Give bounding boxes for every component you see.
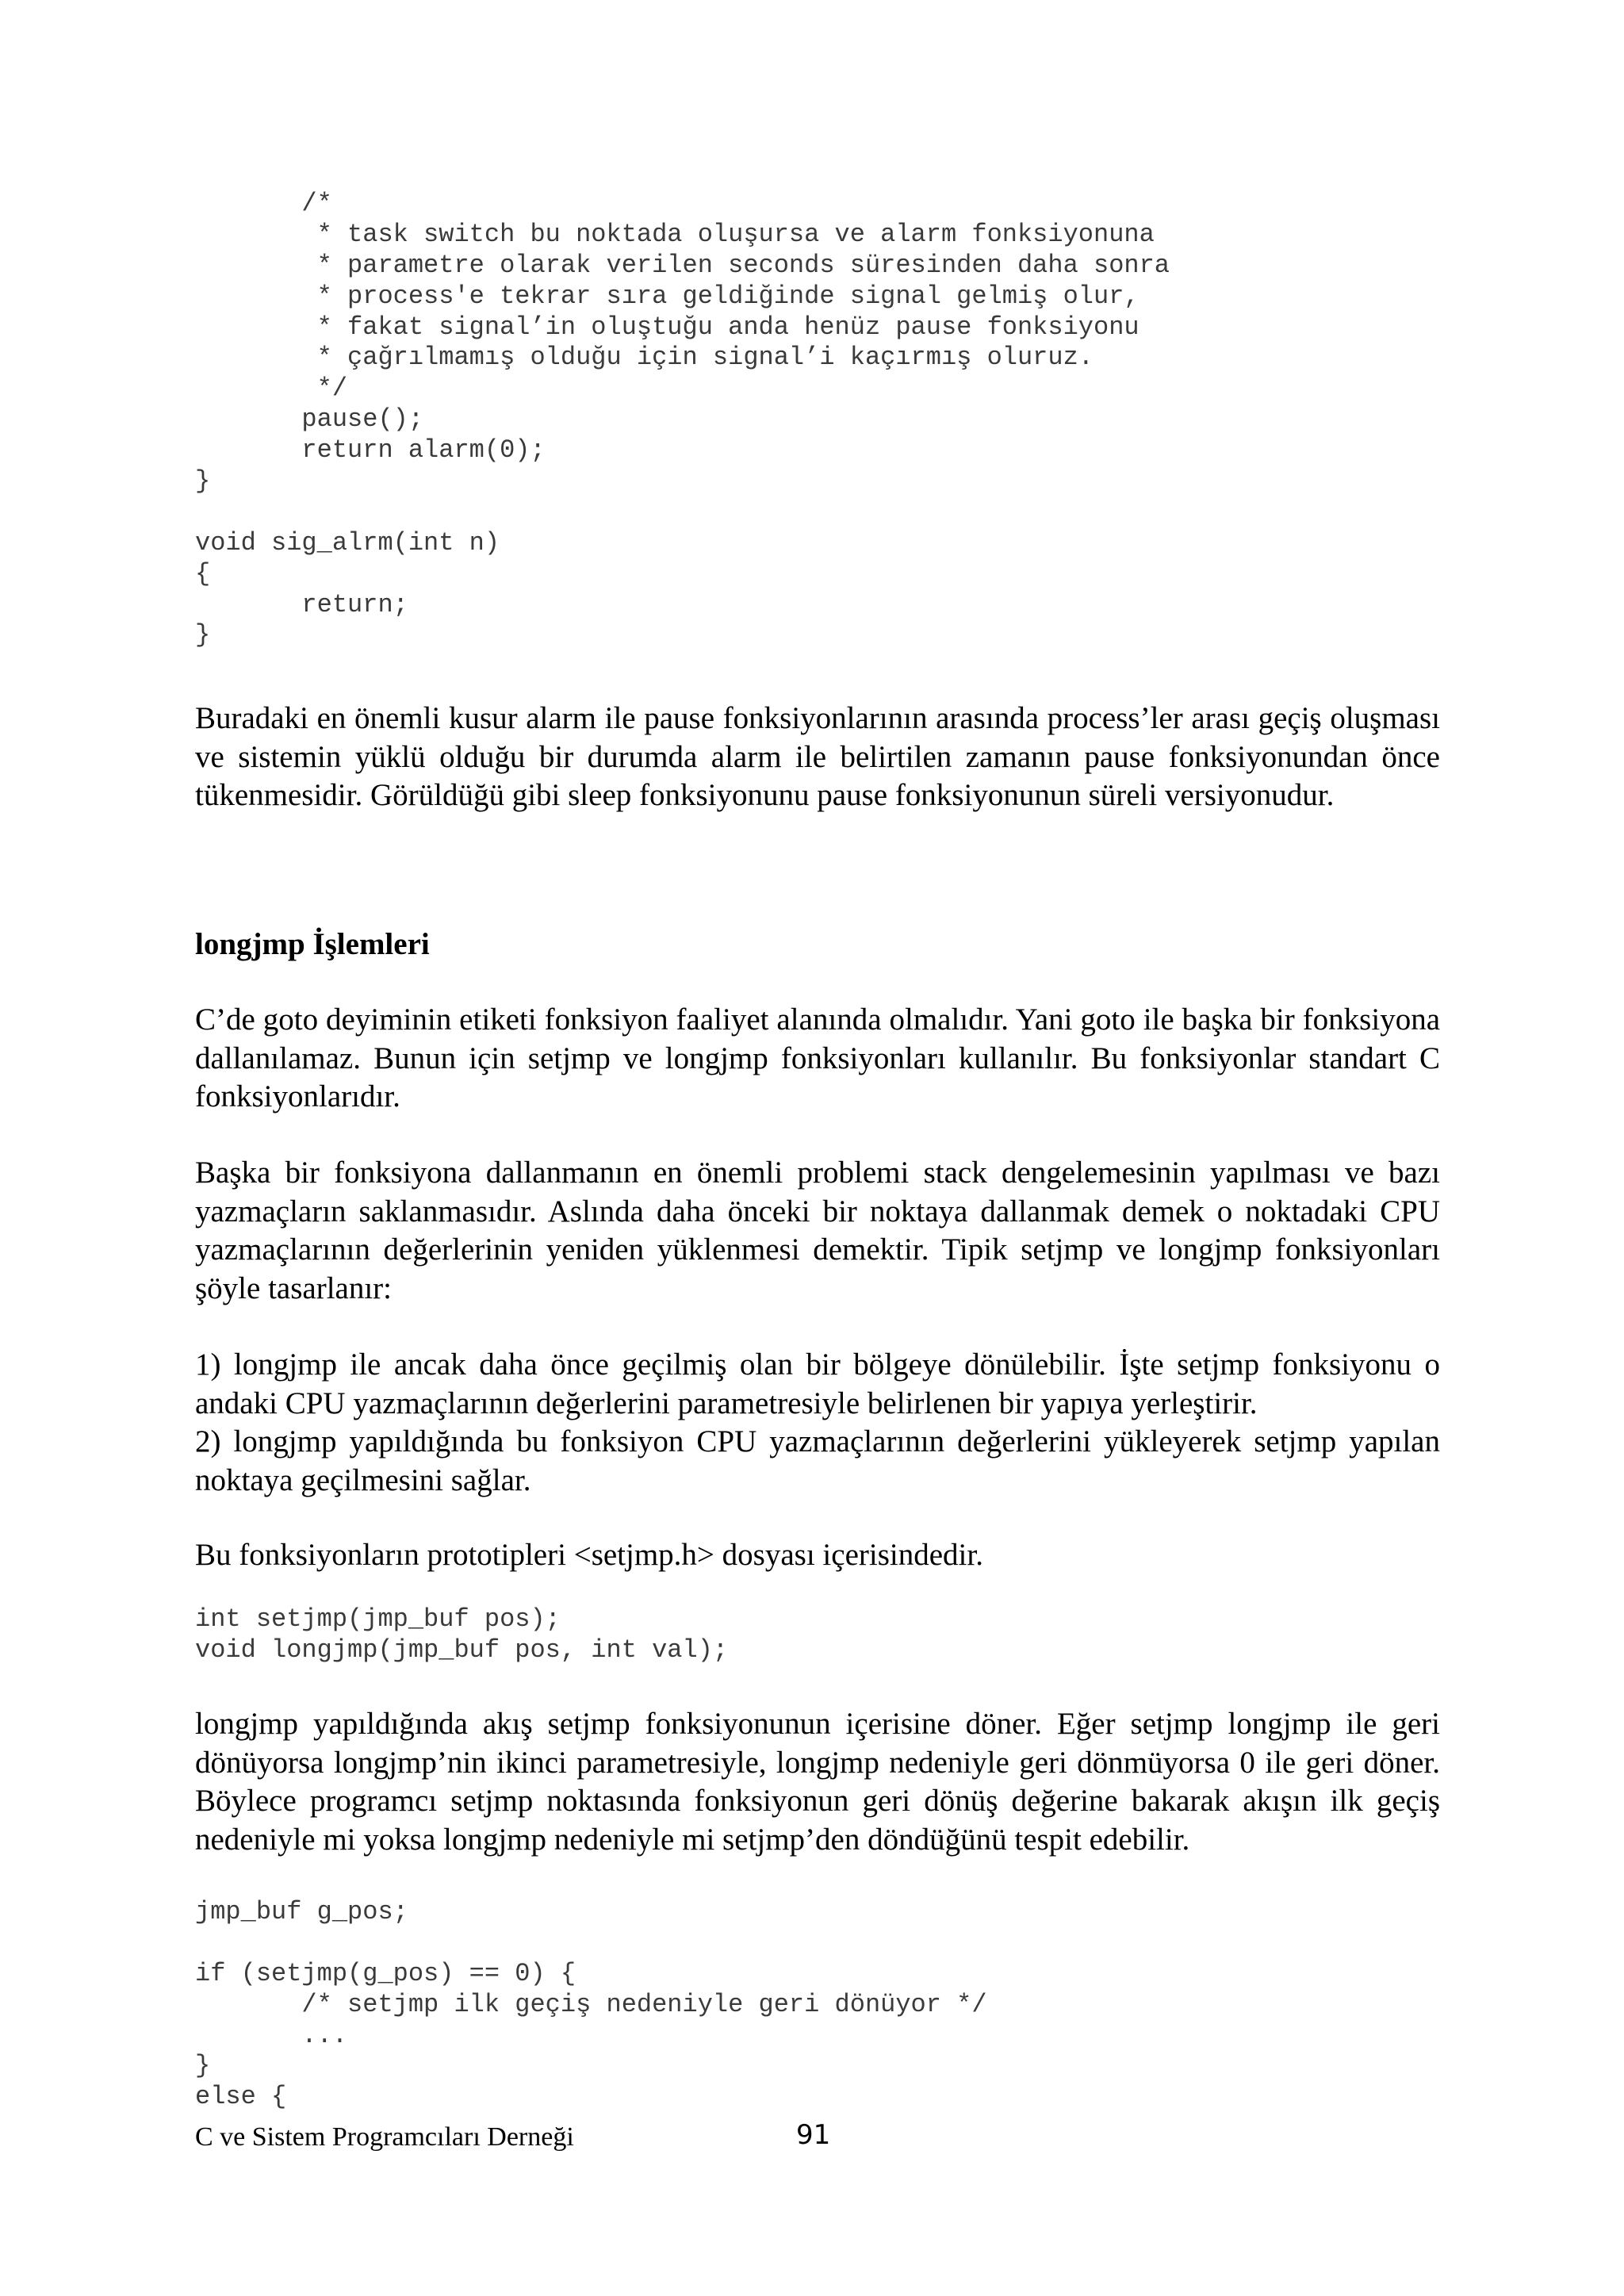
code-line: } (195, 2051, 211, 2081)
code-line: * çağrılmamış olduğu için signal’i kaçırmış oluruz. (195, 343, 1094, 373)
code-line: else { (195, 2082, 287, 2112)
code-line: void longjmp(jmp_buf pos, int val); (195, 1635, 729, 1665)
code-line: */ (195, 374, 348, 404)
list-item-2: 2) longjmp yapıldığında bu fonksiyon CPU yazmaçlarının değerlerini yükleyerek setjmp yapılan noktaya geçilmesini sağlar. (195, 1424, 1440, 1497)
list-item-1: 1) longjmp ile ancak daha önce geçilmiş olan bir bölgeye dönülebilir. İşte setjmp fonksiyonu o andaki CPU yazmaçlarının değerlerini parametresiyle belirlenen bir yapıya yerleştirir. (195, 1347, 1440, 1420)
code-line: /* (195, 189, 332, 218)
paragraph-longjmp-return: longjmp yapıldığında akış setjmp fonksiyonunun içerisine döner. Eğer setjmp longjmp ile geri dönüyorsa longjmp’nin ikinci parametresiyle, longjmp nedeniyle geri dönmüyorsa 0 ile geri döner. Böylece programcı setjmp noktasında fonksiyonun geri dönüş değerine bakarak akışın ilk geçiş nedeniyle mi yoksa longjmp nedeniyle mi setjmp’den döndüğünü tespit edebilir. (195, 1707, 1440, 1857)
code-line: void sig_alrm(int n) (195, 527, 500, 558)
code-block-sleep-impl (195, 189, 1170, 651)
code-line: { (195, 558, 211, 588)
code-line: int setjmp(jmp_buf pos); (195, 1604, 561, 1634)
code-line: jmp_buf g_pos; (195, 1897, 408, 1926)
code-line: if (setjmp(g_pos) == 0) { (195, 1958, 576, 1988)
section-heading: longjmp İşlemleri (195, 927, 430, 961)
paragraph-prototypes: Bu fonksiyonların prototipleri <setjmp.h> dosyası içerisindedir. (195, 1538, 983, 1572)
code-line (195, 1928, 987, 1959)
code-line: return alarm(0); (195, 435, 546, 466)
code-block-prototypes (195, 1604, 728, 1666)
code-line: * process'e tekrar sıra geldiğinde signal gelmiş olur, (195, 281, 1139, 311)
code-line: } (195, 620, 211, 650)
code-line: pause(); (195, 404, 424, 435)
paragraph-goto-limits: C’de goto deyiminin etiketi fonksiyon faaliyet alanında olmalıdır. Yani goto ile başka bir fonksiyona dallanılamaz. Bunun için setjmp ve longjmp fonksiyonları kullanılır. Bu fonksiyonlar standart C fonksiyonlarıdır. (195, 1002, 1440, 1114)
code-line: * fakat signal’in oluştuğu anda henüz pause fonksiyonu (195, 312, 1139, 342)
code-line (195, 497, 1170, 528)
code-block-example (195, 1897, 987, 2113)
code-line: /* setjmp ilk geçiş nedeniyle geri dönüyor */ (195, 1989, 987, 2019)
code-line: ... (195, 2020, 348, 2050)
code-line: } (195, 466, 211, 496)
paragraph-branching-problem: Başka bir fonksiyona dallanmanın en önemli problemi stack dengelemesinin yapılması ve bazı yazmaçların saklanmasıdır. Aslında daha önceki bir noktaya dallanmak demek o noktadaki CPU yazmaçlarının değerlerinin yeniden yüklenmesi demektir. Tipik setjmp ve longjmp fonksiyonları şöyle tasarlanır: (195, 1156, 1440, 1305)
page-number: 91 (796, 2119, 831, 2151)
footer-publisher: C ve Sistem Programcıları Derneği (195, 2122, 574, 2152)
code-line: * task switch bu noktada oluşursa ve alarm fonksiyonuna (195, 219, 1155, 249)
code-line: * parametre olarak verilen seconds süresinden daha sonra (195, 250, 1170, 280)
paragraph-alarm-pause-flaw: Buradaki en önemli kusur alarm ile pause fonksiyonlarının arasında process’ler arası geçiş oluşması ve sistemin yüklü olduğu bir durumda alarm ile belirtilen zamanın pause fonksiyonundan önce tükenmesidir. Görüldüğü gibi sleep fonksiyonunu pause fonksiyonunun süreli versiyonudur. (195, 701, 1440, 812)
code-line: return; (195, 589, 408, 619)
